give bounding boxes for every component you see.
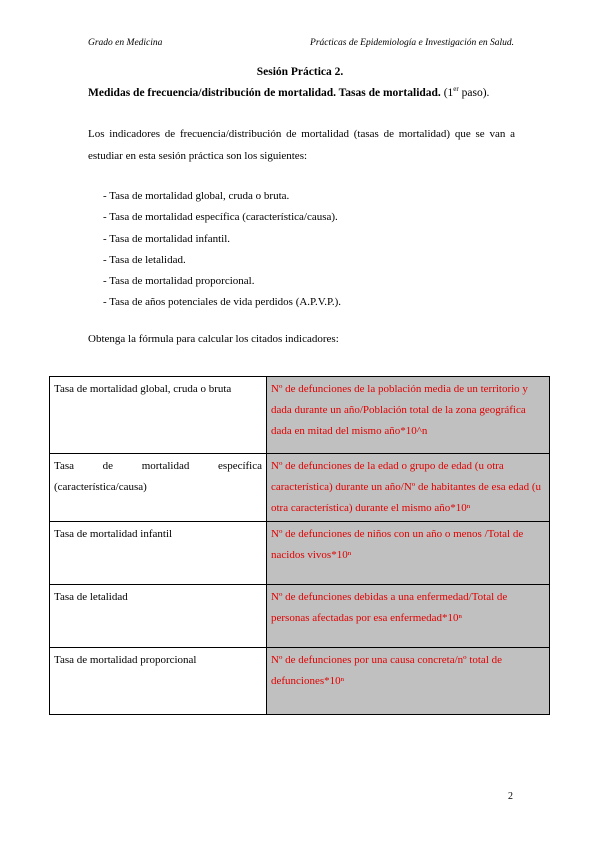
indicator-formula[interactable]: Nº de defunciones por una causa concreta/nº total de defunciones*10ⁿ [267,648,550,715]
table-row [50,377,550,454]
indicator-formula[interactable]: Nº de defunciones debidas a una enfermedad/Total de personas afectadas por esa enfermedad*10ⁿ [267,585,550,648]
list-item: - Tasa de años potenciales de vida perdidos (A.P.V.P.). [103,296,342,309]
table-row [50,585,550,648]
indicator-name: Tasa de mortalidad global, cruda o bruta [50,377,267,454]
list-item: - Tasa de mortalidad global, cruda o bruta. [103,190,290,202]
indicators-table [49,376,550,715]
intro-paragraph: Los indicadores de frecuencia/distribución de mortalidad (tasas de mortalidad) que se van a estudiar en esta sesión práctica son los siguientes: [88,128,515,162]
table-row [50,522,550,585]
indicator-name: Tasa de mortalidad infantil [50,522,267,585]
list-item: - Tasa de mortalidad específica (característica/causa). [103,211,338,224]
indicator-name: Tasa de mortalidad específica (característica/causa) [50,454,267,522]
indicators-list [103,186,341,314]
list-item: - Tasa de mortalidad infantil. [103,232,231,245]
indicator-formula[interactable]: Nº de defunciones de niños con un año o menos /Total de nacidos vivos*10ⁿ [267,522,550,585]
table-row [50,648,550,715]
list-item: - Tasa de mortalidad proporcional. [103,275,255,288]
step-sup: er [453,85,459,93]
header-course: Grado en Medicina [88,38,163,48]
subtitle-text: Medidas de frecuencia/distribución de mortalidad. Tasas de mortalidad. [88,86,441,99]
indicator-formula[interactable]: Nº de defunciones de la edad o grupo de edad (u otra característica) durante un año/Nº de habitantes de esa edad (u otra característica) durante el mismo año*10ⁿ [267,454,550,522]
indicator-name: Tasa de letalidad [50,585,267,648]
list-item: - Tasa de letalidad. [103,253,186,266]
page-number: 2 [508,791,513,802]
step-prefix: (1 [443,86,454,99]
table-row [50,454,550,522]
indicator-formula[interactable]: Nº de defunciones de la población media de un territorio y dada durante un año/Población total de la zona geográfica dada en mitad del mismo año*10^n [267,377,550,454]
instruction-text: Obtenga la fórmula para calcular los citados indicadores: [88,333,339,345]
session-subtitle [88,85,489,99]
session-title: Sesión Práctica 2. [256,66,344,78]
header-subject: Prácticas de Epidemiología e Investigación en Salud. [310,38,514,48]
indicator-name: Tasa de mortalidad proporcional [50,648,267,715]
step-suffix: paso). [458,86,490,99]
